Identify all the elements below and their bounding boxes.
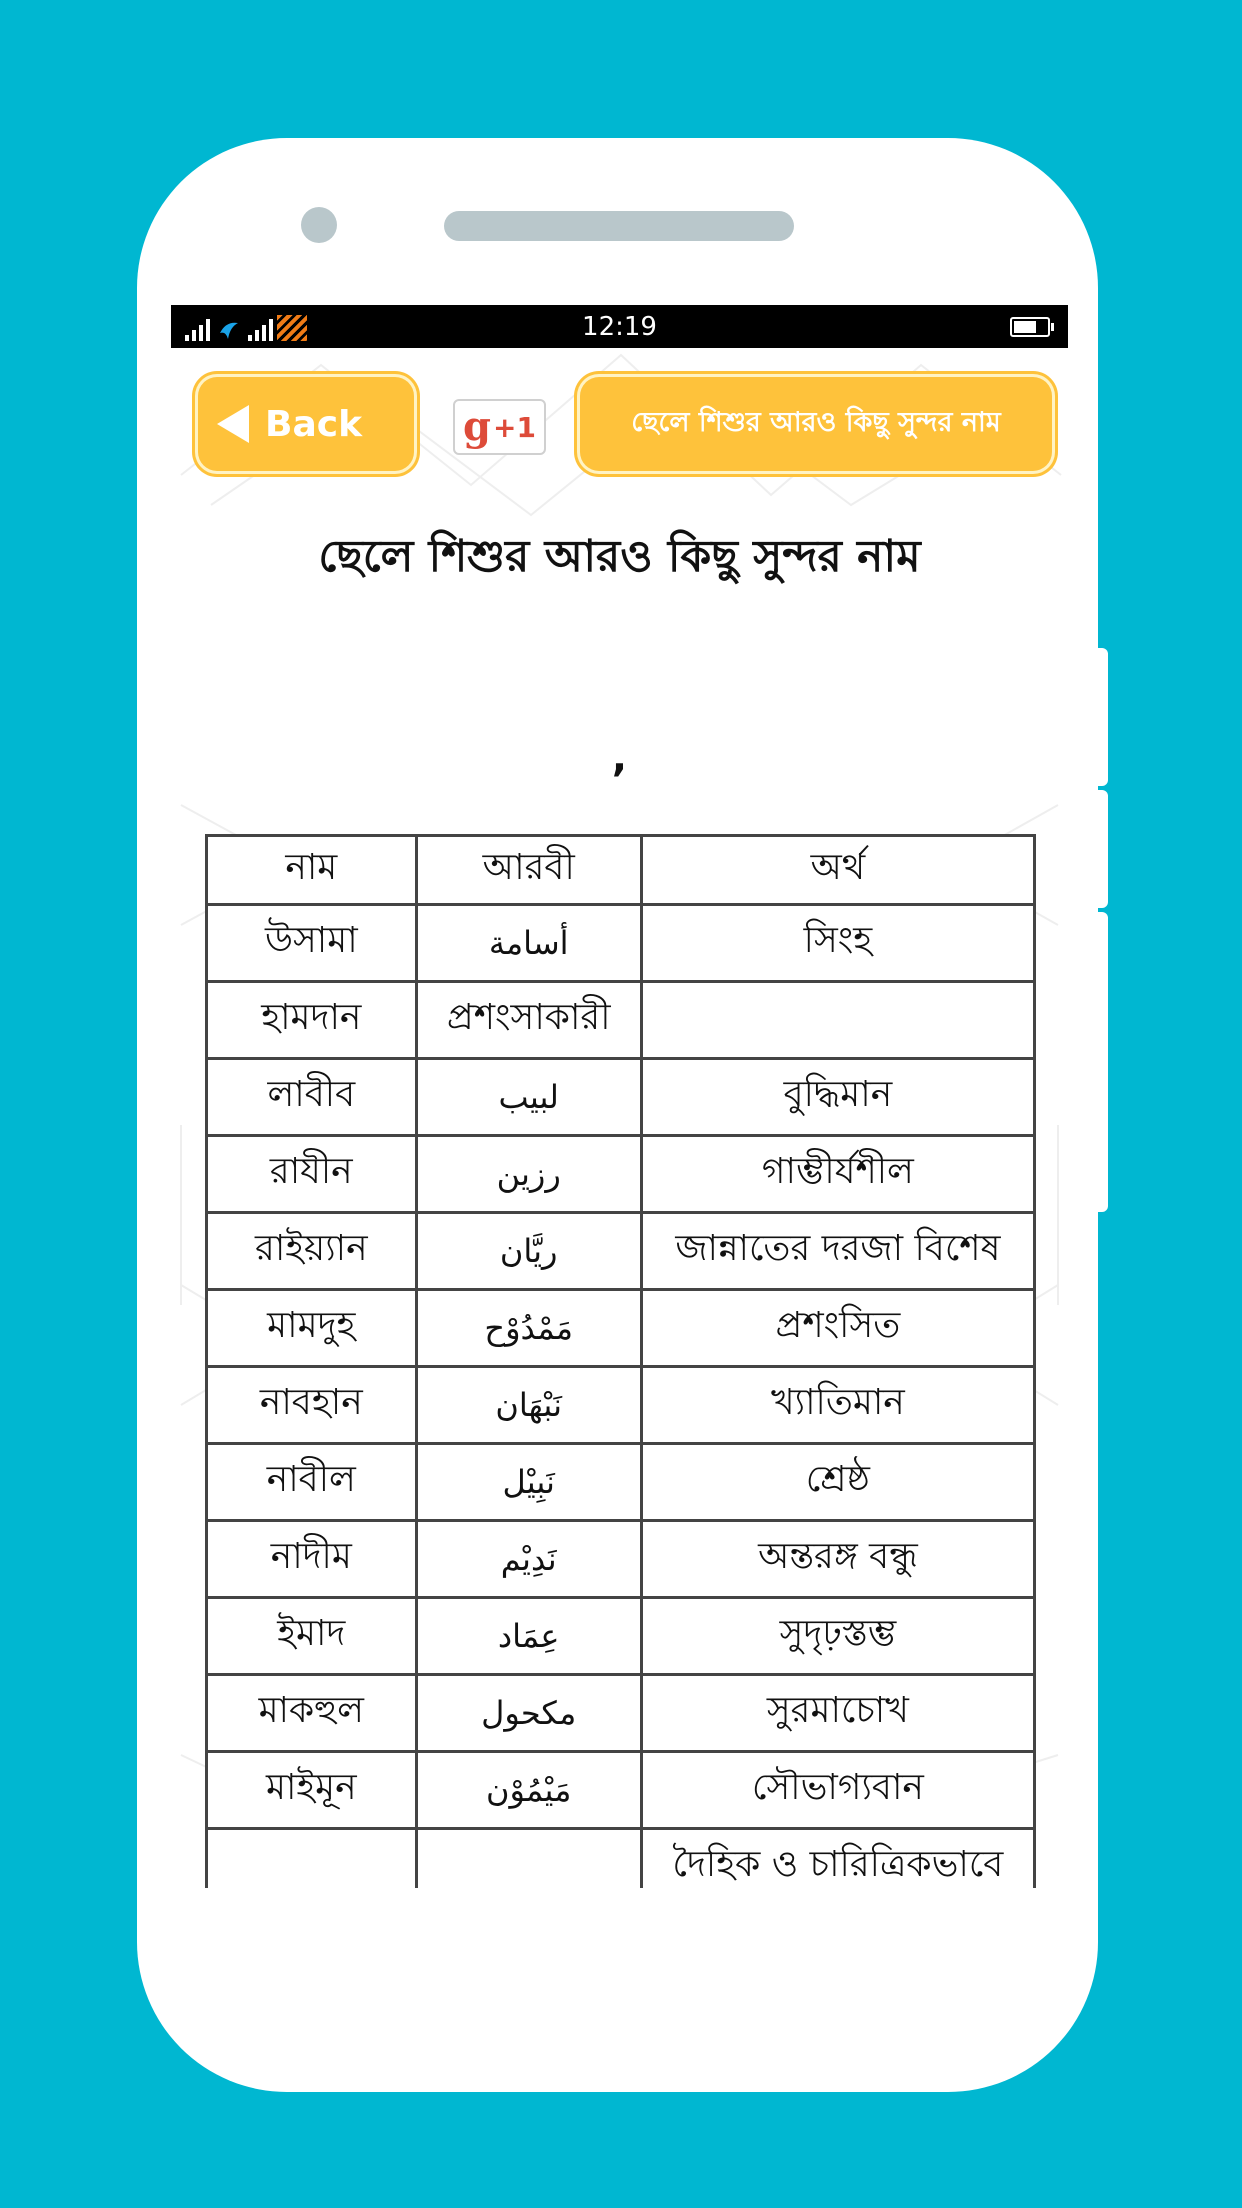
- arabic-cell: [416, 1829, 641, 1889]
- plus-one-label: +1: [493, 410, 536, 444]
- meaning-cell: সুরমাচোখ: [641, 1675, 1034, 1752]
- arabic-cell: প্রশংসাকারী: [416, 982, 641, 1059]
- name-cell: মামদুহ: [207, 1290, 417, 1367]
- more-names-button[interactable]: ছেলে শিশুর আরও কিছু সুন্দর নাম: [577, 374, 1055, 474]
- page-title: ছেলে শিশুর আরও কিছু সুন্দর নাম: [318, 531, 921, 582]
- table-row: [207, 1213, 1035, 1290]
- meaning-cell: সৌভাগ্যবান: [641, 1752, 1034, 1829]
- table-row: [207, 905, 1035, 982]
- status-time: 12:19: [582, 312, 657, 342]
- arabic-cell: عِمَاد: [416, 1598, 641, 1675]
- meaning-cell: খ্যাতিমান: [641, 1367, 1034, 1444]
- name-cell: মাইমূন: [207, 1752, 417, 1829]
- google-plus-one-button[interactable]: [453, 399, 546, 455]
- table-row: [207, 1367, 1035, 1444]
- name-cell: নাবহান: [207, 1367, 417, 1444]
- name-cell: রাইয়্যান: [207, 1213, 417, 1290]
- header-name: নাম: [207, 836, 417, 905]
- table-row: [207, 1675, 1035, 1752]
- back-arrow-icon: [217, 405, 249, 443]
- phone-camera: [301, 207, 337, 243]
- battery-icon: [1010, 317, 1050, 337]
- arabic-cell: رزين: [416, 1136, 641, 1213]
- table-row: [207, 1521, 1035, 1598]
- arabic-cell: نَبِيْل: [416, 1444, 641, 1521]
- arabic-cell: مكحول: [416, 1675, 641, 1752]
- meaning-cell: প্রশংসিত: [641, 1290, 1034, 1367]
- arabic-cell: لبيب: [416, 1059, 641, 1136]
- name-cell: লাবীব: [207, 1059, 417, 1136]
- name-cell: নাবীল: [207, 1444, 417, 1521]
- meaning-cell: [641, 982, 1034, 1059]
- name-cell: হামদান: [207, 982, 417, 1059]
- table-row: [207, 1444, 1035, 1521]
- table-row: [207, 1059, 1035, 1136]
- app-screen: [171, 305, 1068, 1888]
- table-row: [207, 1598, 1035, 1675]
- back-button[interactable]: [195, 374, 417, 474]
- name-cell: মাকহুল: [207, 1675, 417, 1752]
- table-row: [207, 1290, 1035, 1367]
- phone-speaker: [444, 211, 794, 241]
- arabic-cell: أسامة: [416, 905, 641, 982]
- table-row: [207, 1829, 1035, 1889]
- back-button-label: Back: [265, 403, 363, 445]
- arabic-cell: مَيْمُوْن: [416, 1752, 641, 1829]
- arabic-cell: نَدِيْم: [416, 1521, 641, 1598]
- google-plus-icon: g: [463, 403, 491, 450]
- header-arabic: আরবী: [416, 836, 641, 905]
- arabic-cell: مَمْدُوْح: [416, 1290, 641, 1367]
- meaning-cell: জান্নাতের দরজা বিশেষ: [641, 1213, 1034, 1290]
- status-bar: [171, 305, 1068, 348]
- phone-side-button: [1090, 912, 1108, 1212]
- arabic-cell: ريَّان: [416, 1213, 641, 1290]
- meaning-cell: সুদৃঢ়স্তম্ভ: [641, 1598, 1034, 1675]
- phone-side-button: [1090, 790, 1108, 908]
- separator-text: ,: [611, 735, 628, 781]
- table-row: [207, 1752, 1035, 1829]
- name-cell: নাদীম: [207, 1521, 417, 1598]
- table-row: [207, 1136, 1035, 1213]
- meaning-cell: শ্রেষ্ঠ: [641, 1444, 1034, 1521]
- meaning-cell: অন্তরঙ্গ বন্ধু: [641, 1521, 1034, 1598]
- names-table: [205, 834, 1036, 1888]
- name-cell: উসামা: [207, 905, 417, 982]
- name-cell: ইমাদ: [207, 1598, 417, 1675]
- phone-side-button: [1090, 648, 1108, 786]
- name-cell: [207, 1829, 417, 1889]
- name-cell: রাযীন: [207, 1136, 417, 1213]
- table-row: [207, 982, 1035, 1059]
- meaning-cell: দৈহিক ও চারিত্রিকভাবে: [641, 1829, 1034, 1889]
- meaning-cell: বুদ্ধিমান: [641, 1059, 1034, 1136]
- arabic-cell: نَبْهَان: [416, 1367, 641, 1444]
- header-meaning: অর্থ: [641, 836, 1034, 905]
- table-header-row: [207, 836, 1035, 905]
- meaning-cell: গাম্ভীর্যশীল: [641, 1136, 1034, 1213]
- meaning-cell: সিংহ: [641, 905, 1034, 982]
